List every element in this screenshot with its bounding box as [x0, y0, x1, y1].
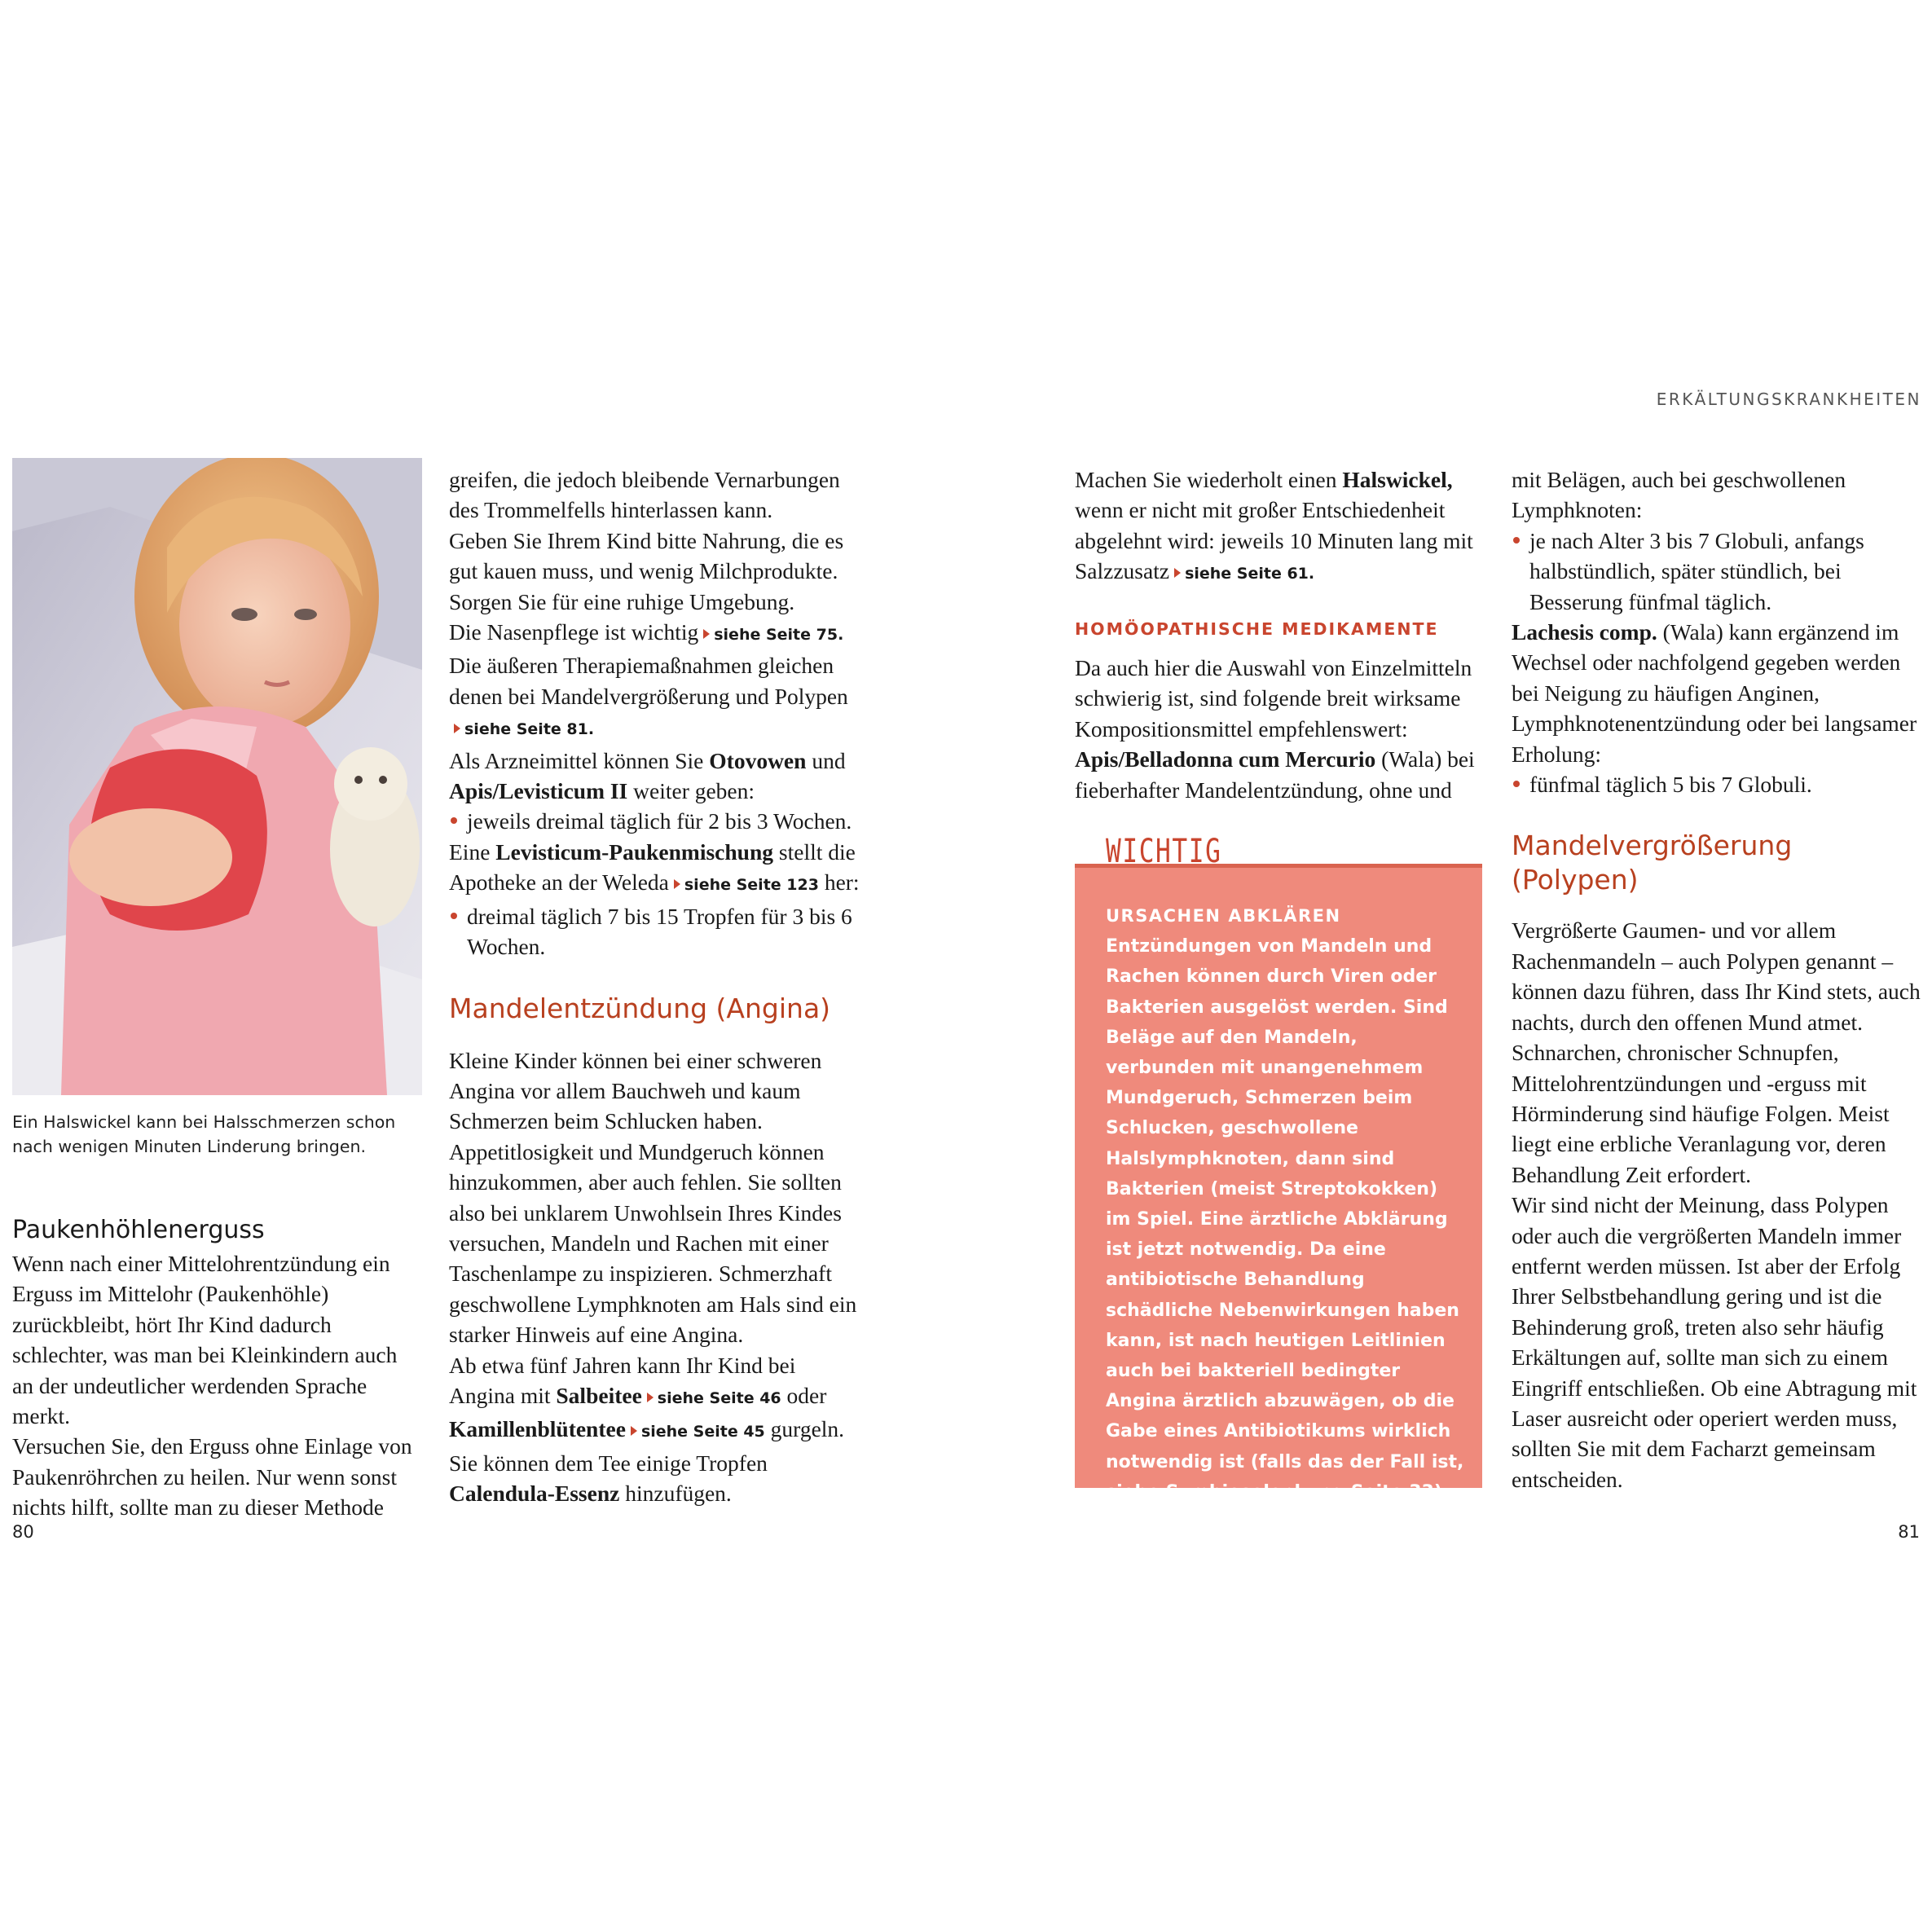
paragraph: [449, 617, 863, 650]
column-4: [1512, 464, 1923, 1494]
text: und: [806, 747, 846, 773]
remedy-name: Otovowen: [709, 747, 807, 773]
column-1: [12, 1214, 424, 1523]
paragraph: Versuchen Sie, den Erguss ohne Einlage von Paukenröhrchen zu heilen. Nur wenn sonst nichts hilft, sollte man zu dieser Methode: [12, 1433, 412, 1521]
text: Ab etwa fünf Jahren kann Ihr Kind bei Angina mit: [449, 1352, 796, 1408]
page-reference-link[interactable]: siehe Seite 75.: [714, 626, 844, 645]
paragraph: Da auch hier die Auswahl von Einzelmitteln schwierig ist, sind folgende breit wirksame Kompositionsmittel empfehlenswert:: [1075, 655, 1472, 742]
paragraph: Wenn nach einer Mittelohrentzündung ein Erguss im Mittelohr (Paukenhöhle) zurückbleibt, hört Ihr Kind dadurch schlechter, was man bei Kleinkindern auch an der undeutlicher werdenden Sprache merkt.: [12, 1251, 398, 1429]
paragraph: Wir sind nicht der Meinung, dass Polypen oder auch die vergrößerten Mandeln immer entfernt werden müssen. Ist aber der Erfolg Ihrer Selbstbehandlung gering und ist die Behinderung groß, treten also sehr häufig Erkältungen auf, sollte man sich zu einem Eingriff entschließen. Ob eine Abtragung mit Laser ausreicht oder operiert werden muss, sollten Sie mit dem Facharzt gemeinsam entscheiden.: [1512, 1192, 1917, 1492]
text: stellt die Apotheke an der Weleda: [449, 838, 856, 896]
page-reference-link[interactable]: siehe Seite 81.: [464, 720, 595, 739]
bullet-item: je nach Alter 3 bis 7 Globuli, anfangs halbstündlich, später stündlich, bei Besserung fünfmal täglich.: [1512, 526, 1923, 617]
paragraph: [449, 837, 863, 901]
paragraph: Vergrößerte Gaumen- und vor allem Rachenmandeln – auch Polypen genannt – können dazu führen, dass Ihr Kind stets, auch nachts, durch den offenen Mund atmet. Schnarchen, chronischer Schnupfen, Mittelohrentzündungen und -erguss mit Hörminderung sind häufige Folgen. Meist liegt eine erbliche Veranlagung vor, deren Behandlung Zeit erfordert.: [1512, 918, 1921, 1187]
text: Die Nasenpflege ist wichtig: [449, 619, 699, 645]
text: (Wala) bei fieberhafter Mandelentzündung, ohne und: [1075, 746, 1475, 803]
paragraph: mit Belägen, auch bei geschwollenen Lymphknoten:: [1512, 467, 1846, 523]
text: weiter geben:: [627, 778, 755, 804]
heading-paukenhoehlenerguss: Paukenhöhlenerguss: [12, 1216, 265, 1244]
text: Die äußeren Therapiemaßnahmen gleichen denen bei Mandelvergrößerung und Polypen: [449, 653, 848, 709]
heading-mandelentzuendung: Mandelentzündung (Angina): [449, 992, 831, 1024]
paragraph: Geben Sie Ihrem Kind bitte Nahrung, die es gut kauen muss, und wenig Milchprodukte. Sorgen Sie für eine ruhige Umgebung.: [449, 527, 844, 614]
text: hinzufügen.: [619, 1481, 732, 1507]
paragraph: [1075, 744, 1486, 805]
paragraph: [1075, 464, 1486, 590]
remedy-name: Halswickel,: [1342, 467, 1453, 492]
running-head: ERKÄLTUNGSKRANKHEITEN: [1656, 389, 1921, 409]
text: oder: [781, 1382, 827, 1408]
paragraph: [449, 1350, 863, 1509]
box-heading: URSACHEN ABKLÄREN: [1106, 906, 1341, 926]
page-reference-link[interactable]: siehe Seite 46: [657, 1388, 781, 1407]
remedy-name: Lachesis comp.: [1512, 619, 1657, 645]
remedy-name: Kamillenblütentee: [449, 1416, 626, 1442]
arrow-icon: [647, 1393, 654, 1402]
wichtig-box-content: [1106, 901, 1464, 1507]
bullet-item: jeweils dreimal täglich für 2 bis 3 Wochen.: [449, 806, 863, 836]
text: gurgeln. Sie können dem Tee einige Tropfen: [449, 1416, 845, 1476]
paragraph: Kleine Kinder können bei einer schweren Angina vor allem Bauchweh und kaum Schmerzen beim Schlucken haben. Appetitlosigkeit und Mundgeruch können hinzukommen, aber auch fehlen. Sie sollten also bei unklarem Unwohlsein Ihres Kindes versuchen, Mandeln und Rachen mit einer Taschenlampe zu inspizieren. Schmerzhaft geschwollene Lymphknoten am Hals sind ein starker Hinweis auf eine Angina.: [449, 1047, 857, 1348]
paragraph: [1512, 617, 1923, 769]
page-number-right: 81: [1898, 1522, 1920, 1542]
text: her:: [818, 869, 860, 896]
heading-mandelvergroesserung: Mandelvergrößerung (Polypen): [1512, 830, 1793, 896]
page-number-left: 80: [12, 1522, 34, 1542]
child-photo-illustration: [12, 458, 422, 1095]
wichtig-label: WICHTIG: [1106, 833, 1222, 870]
text: Als Arzneimittel können Sie: [449, 747, 710, 773]
remedy-name: Apis/Belladonna cum Mercurio: [1075, 746, 1376, 772]
subheading-homoeopathische-medikamente: HOMÖOPATHISCHE MEDIKAMENTE: [1075, 618, 1439, 639]
bullet-item: dreimal täglich 7 bis 15 Tropfen für 3 bis 6 Wochen.: [449, 901, 863, 962]
remedy-name: Levisticum-Paukenmischung: [495, 838, 774, 865]
bullet-item: fünfmal täglich 5 bis 7 Globuli.: [1512, 769, 1923, 799]
remedy-name: Salbeitee: [556, 1382, 642, 1408]
arrow-icon: [1174, 568, 1181, 578]
photo-child-halswickel: [12, 458, 422, 1095]
column-3: [1075, 464, 1486, 805]
arrow-icon: [703, 629, 710, 639]
text: Eine: [449, 838, 496, 865]
arrow-icon: [631, 1426, 637, 1436]
remedy-name: Calendula-Essenz: [449, 1481, 620, 1507]
paragraph: [449, 746, 863, 807]
column-2: [449, 464, 863, 1509]
page-reference-link[interactable]: siehe Seite 45: [640, 1423, 765, 1441]
text: Machen Sie wiederholt einen: [1075, 467, 1343, 492]
paragraph: [449, 650, 863, 745]
paragraph: greifen, die jedoch bleibende Vernarbungen des Trommelfells hinterlassen kann.: [449, 467, 840, 523]
remedy-name: Apis/Levisticum II: [449, 778, 628, 804]
arrow-icon: [454, 724, 460, 733]
page-reference-link[interactable]: siehe Seite 61.: [1185, 565, 1315, 583]
text: wenn er nicht mit großer Entschiedenheit abgelehnt wird: jeweils 10 Minuten lang mit Salzzusatz: [1075, 497, 1473, 584]
arrow-icon: [674, 879, 680, 889]
box-text: Entzündungen von Mandeln und Rachen können durch Viren oder Bakterien ausgelöst werden. Sind Beläge auf den Mandeln, verbunden mit unangenehmem Mundgeruch, Schmerzen beim Schlucken, geschwollene Halslymphknoten, dann sind Bakterien (meist Streptokokken) im Spiel. Eine ärztliche Abklärung ist jetzt notwendig. Da eine antibiotische Behandlung schädliche Nebenwirkungen haben kann, ist nach heutigen Leitlinien auch bei bakteriell bedingter Angina ärztlich abzuwägen, ob die Gabe eines Antibiotikums wirklich notwendig ist (falls das der Fall ist, siehe Symbioselenkung Seite 33).: [1106, 936, 1464, 1503]
text: (Wala) kann ergänzend im Wechsel oder nachfolgend gegeben werden bei Neigung zu häufigen Anginen, Lymphknotenentzündung oder bei langsamer Erholung:: [1512, 619, 1917, 767]
photo-caption: Ein Halswickel kann bei Halsschmerzen schon nach wenigen Minuten Linderung bringen.: [12, 1112, 396, 1156]
page-reference-link[interactable]: siehe Seite 123: [684, 876, 819, 895]
